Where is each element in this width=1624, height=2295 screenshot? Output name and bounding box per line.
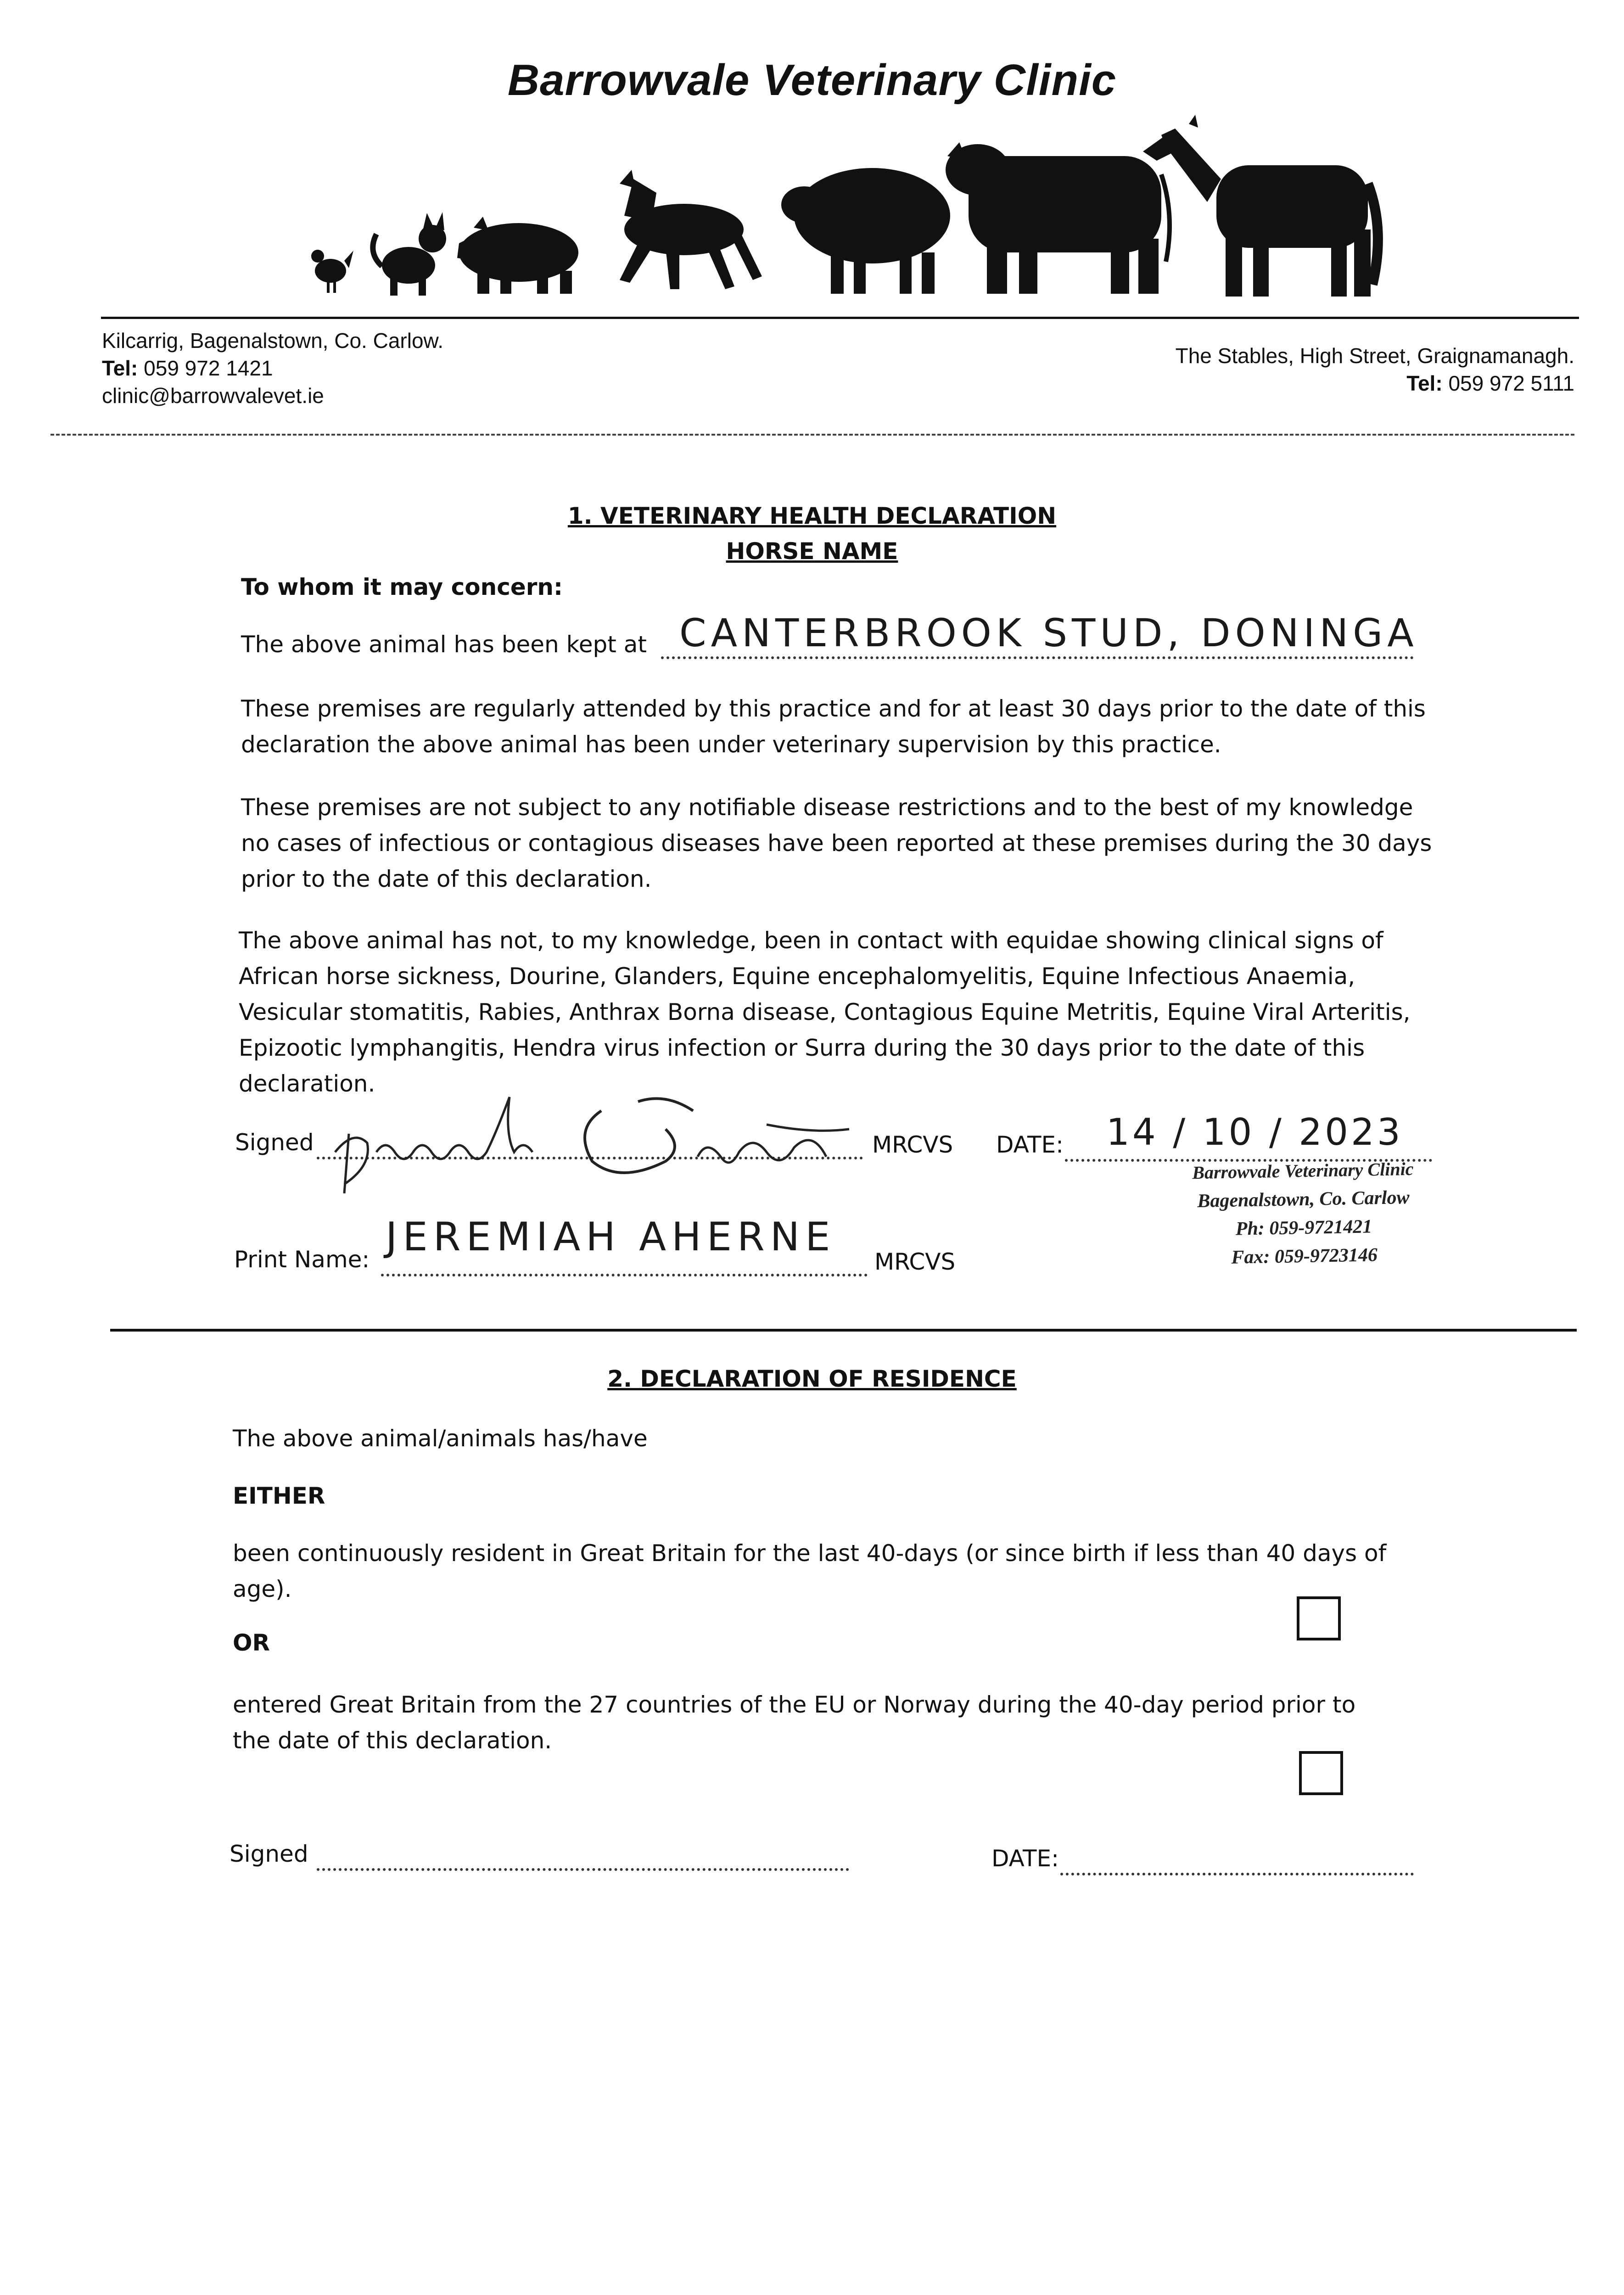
left-address-line: Kilcarrig, Bagenalstown, Co. Carlow. (102, 329, 443, 353)
section1-heading: 1. VETERINARY HEALTH DECLARATION (567, 503, 1057, 529)
para1: These premises are regularly attended by this practice and for at least 30 days prior to the date of this declaration the above animal has been under veterinary supervision by this practice. (241, 695, 1426, 758)
right-tel: 059 972 5111 (1448, 371, 1574, 395)
date-label: DATE: (996, 1131, 1064, 1158)
pig-silhouette (457, 217, 578, 294)
right-address (1176, 342, 1574, 397)
signed-label: Signed (235, 1129, 314, 1156)
section2-signed-label: Signed (230, 1841, 308, 1867)
print-name-dotline (381, 1274, 868, 1276)
salutation: To whom it may concern: (241, 574, 563, 600)
kept-at-dotline (661, 656, 1414, 659)
section2-heading: 2. DECLARATION OF RESIDENCE (607, 1366, 1017, 1392)
email: clinic@barrowvalevet.ie (102, 384, 324, 408)
section-divider (110, 1329, 1577, 1332)
horse-silhouette (1143, 115, 1378, 297)
option1-checkbox[interactable] (1297, 1596, 1341, 1640)
right-address-line: The Stables, High Street, Graignamanagh. (1175, 344, 1574, 368)
animal-silhouettes-logo (303, 115, 1386, 298)
section2-intro: The above animal/animals has/have (233, 1425, 648, 1452)
section2-signed-dotline[interactable] (317, 1868, 849, 1871)
either-label: EITHER (233, 1483, 325, 1509)
header-rule (101, 317, 1579, 319)
signature-image (317, 1074, 868, 1193)
option2-text: entered Great Britain from the 27 countries of the EU or Norway during the 40-day period prior to the date of this declaration. (233, 1691, 1356, 1754)
para2: These premises are not subject to any notifiable disease restrictions and to the best of my knowledge no cases of infectious or contagious diseases have been reported at these premises during the 30 days prior to the date of this declaration. (241, 794, 1432, 892)
left-tel: 059 972 1421 (144, 356, 273, 380)
chicken-silhouette (311, 250, 353, 293)
option1-text: been continuously resident in Great Britain for the last 40-days (or since birth if less than 40 days of age). (233, 1540, 1387, 1602)
kept-at-value: CANTERBROOK STUD, DONINGA (679, 610, 1418, 655)
horse-name-heading: HORSE NAME (726, 538, 898, 565)
cat-silhouette (373, 212, 446, 296)
left-address (102, 327, 443, 409)
kept-at-label: The above animal has been kept at (241, 631, 647, 658)
or-label: OR (233, 1629, 270, 1656)
option2-checkbox[interactable] (1299, 1751, 1343, 1795)
left-tel-label: Tel: (102, 356, 138, 380)
signed-mrcvs-label: MRCVS (872, 1131, 953, 1158)
cow-silhouette (946, 142, 1170, 294)
print-name-label: Print Name: (234, 1246, 370, 1273)
print-mrcvs-label: MRCVS (874, 1248, 956, 1275)
section2-date-dotline[interactable] (1060, 1873, 1414, 1875)
clinic-name: Barrowvale Veterinary Clinic (507, 56, 1117, 105)
section2-date-label: DATE: (991, 1845, 1059, 1872)
right-tel-label: Tel: (1406, 371, 1443, 395)
para3: The above animal has not, to my knowledge, been in contact with equidae showing clinical signs of African horse sickness, Dourine, Glanders, Equine encephalomyelitis, Equine Infectious Anaemia, Vesicular stomatitis, Rabies, Anthrax Borna disease, Contagious Equine Metritis, Equine Viral Arteritis, Epizootic lymphangitis, Hendra virus infection or Surra during the 30 days prior to the date of this declaration. (239, 927, 1411, 1097)
sheep-silhouette (781, 168, 950, 294)
header-dashed-rule (50, 434, 1574, 436)
print-name-value: JEREMIAH AHERNE (386, 1214, 836, 1260)
clinic-stamp: Barrowvale Veterinary Clinic Bagenalstown, Co. Carlow Ph: 059-9721421 Fax: 059-9723146 (1192, 1158, 1414, 1268)
goat-silhouette (620, 170, 762, 289)
date-value: 14 / 10 / 2023 (1106, 1111, 1403, 1153)
